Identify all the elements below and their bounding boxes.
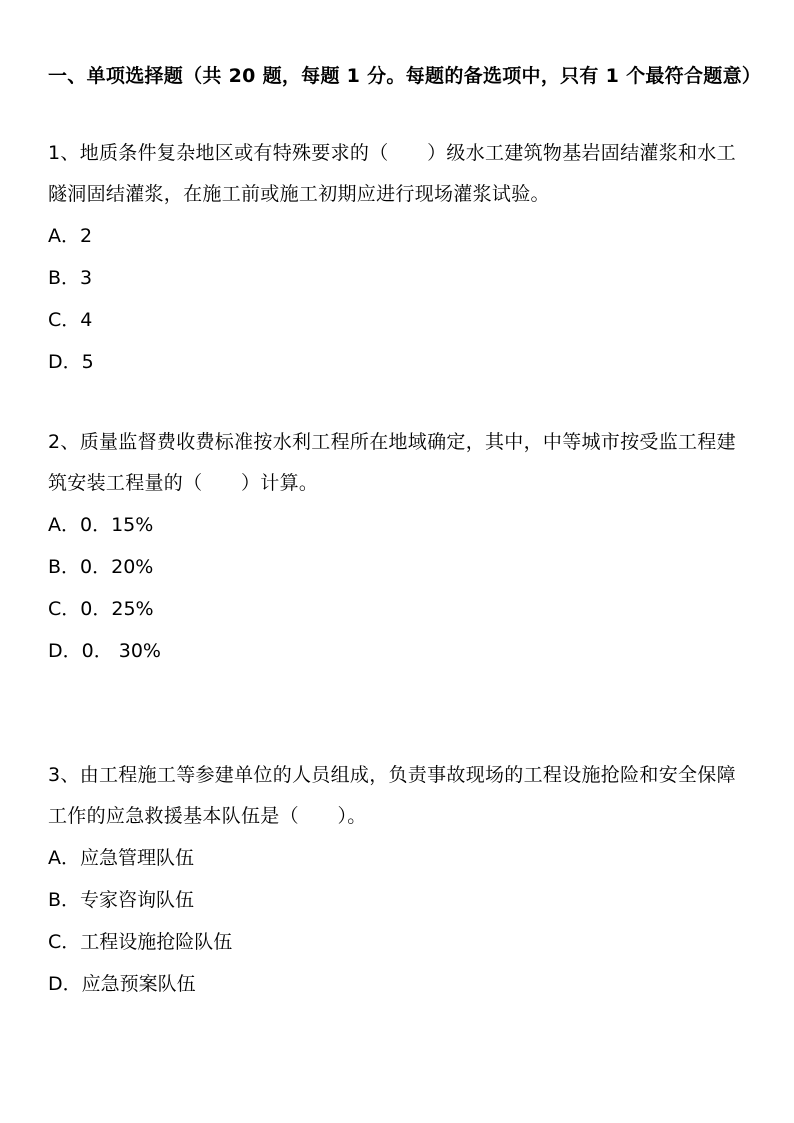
question-1 — [48, 133, 748, 383]
option-c: C．4 — [48, 309, 93, 331]
question-stem: 1、地质条件复杂地区或有特殊要求的（ ）级水工建筑物基岩固结灌浆和水工隧洞固结灌浆，在施工前或施工初期应进行现场灌浆试验。 — [48, 142, 736, 205]
question-stem: 3、由工程施工等参建单位的人员组成，负责事故现场的工程设施抢险和安全保障工作的应急救援基本队伍是（ ）。 — [48, 764, 736, 827]
option-a: A．0．15% — [48, 514, 154, 536]
option-c: C．工程设施抢险队伍 — [48, 931, 233, 953]
option-a: A．2 — [48, 225, 93, 247]
option-b: B．专家咨询队伍 — [48, 889, 195, 911]
option-d: D．0． 30% — [48, 640, 161, 662]
option-b: B．0．20% — [48, 556, 154, 578]
question-2 — [48, 422, 748, 672]
option-c: C．0．25% — [48, 598, 154, 620]
question-stem: 2、质量监督费收费标准按水利工程所在地域确定，其中，中等城市按受监工程建筑安装工程量的（ ）计算。 — [48, 431, 736, 494]
option-d: D．5 — [48, 351, 94, 373]
option-b: B．3 — [48, 267, 93, 289]
option-d: D．应急预案队伍 — [48, 973, 196, 995]
section-heading: 一、单项选择题（共 20 题，每题 1 分。每题的备选项中，只有 1 个最符合题意） — [48, 65, 762, 87]
option-a: A．应急管理队伍 — [48, 847, 194, 869]
question-3 — [48, 755, 748, 1005]
